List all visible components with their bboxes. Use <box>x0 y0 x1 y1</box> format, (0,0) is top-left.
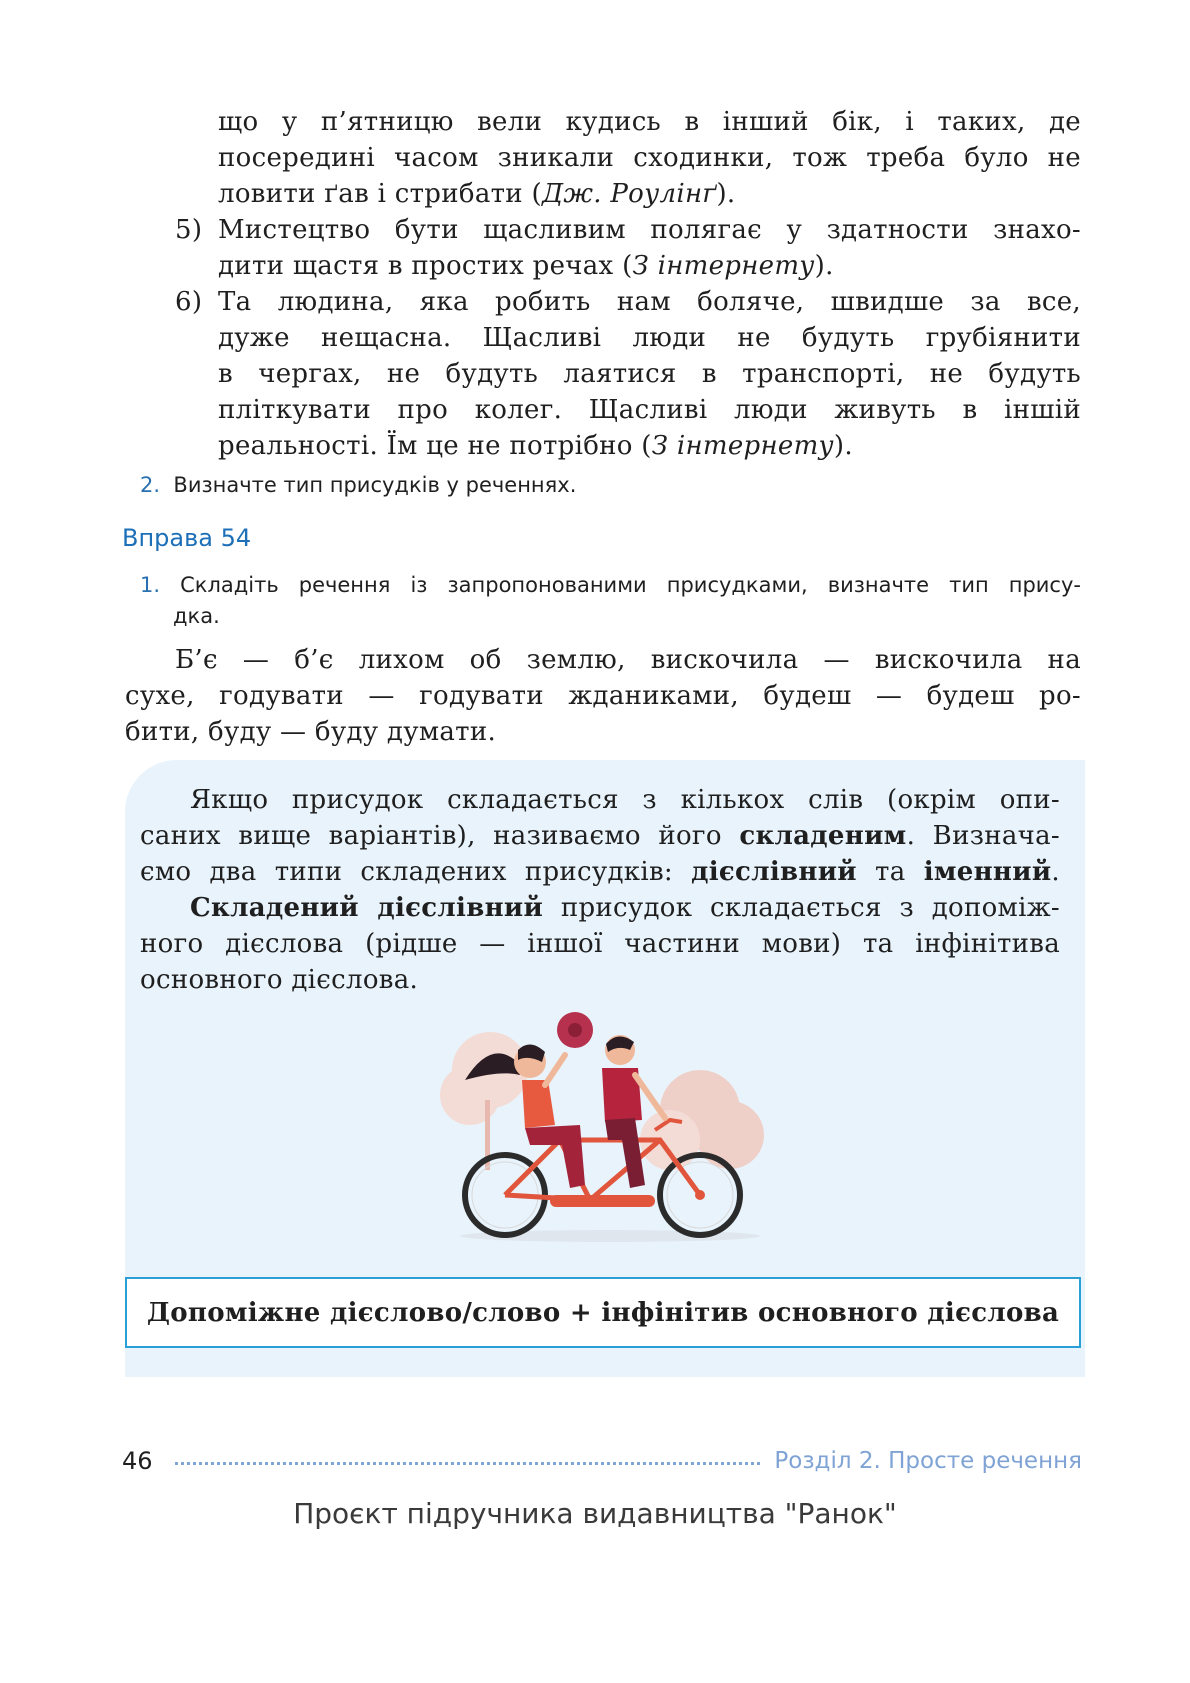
source-citation: З інтернету <box>651 431 834 461</box>
publisher-watermark: Проєкт підручника видавництва "Ранок" <box>293 1497 897 1530</box>
task-number: 1. <box>140 573 161 597</box>
item-4-continuation <box>218 104 1081 212</box>
text-line: Б’є — б’є лихом об землю, вискочила — вискочила на <box>175 645 1081 675</box>
hat <box>557 1012 593 1048</box>
task-2 <box>140 470 576 501</box>
term-compound-verbal: Складений дієслівний <box>190 893 544 923</box>
rule-line: ємо два типи складених присудків: дієслівний та іменний. <box>140 857 1060 887</box>
text-line: що у п’ятницю вели кудись в інший бік, і таких, де <box>218 107 1081 137</box>
footer-dotted-line <box>175 1462 760 1465</box>
rule-line: Складений дієслівний присудок складається з допоміж- <box>190 893 1060 923</box>
exercise-task-1 <box>140 570 1081 632</box>
source-citation: Дж. Роулінґ <box>541 179 717 209</box>
task-line: дка. <box>173 604 220 628</box>
text-line: дити щастя в простих речах (З інтернету). <box>218 251 834 281</box>
formula-box: Допоміжне дієслово/слово + інфінітив основного дієслова <box>125 1277 1081 1348</box>
text-line: в чергах, не будуть лаятися в транспорті, не будуть <box>218 359 1081 389</box>
text-line: ловити ґав і стрибати (Дж. Роулінґ). <box>218 179 736 209</box>
rule-line: ного дієслова (рідше — іншої частини мови) та інфінітива <box>140 929 1060 959</box>
list-item-5 <box>175 212 1081 284</box>
item-number: 5) <box>175 215 203 245</box>
term-verbal: дієслівний <box>691 857 857 887</box>
list-item-6 <box>175 284 1081 464</box>
text-line: Мистецтво бути щасливим полягає у здатности знахо- <box>218 215 1081 245</box>
rule-line: саних вище варіантів), називаємо його складеним. Визнача- <box>140 821 1060 851</box>
text-line: посередині часом зникали сходинки, тож треба було не <box>218 143 1081 173</box>
item-number: 6) <box>175 287 203 317</box>
text-line: Та людина, яка робить нам боляче, швидше за все, <box>218 287 1081 317</box>
source-citation: З інтернету <box>632 251 815 281</box>
text-line: дуже нещасна. Щасливі люди не будуть грубіянити <box>218 323 1081 353</box>
task-line: 1. Складіть речення із запропонованими присудками, визначте тип прису- <box>140 573 1081 597</box>
rule-line: Якщо присудок складається з кількох слів (окрім опи- <box>190 785 1060 815</box>
text-line: пліткувати про колег. Щасливі люди живуть в іншій <box>218 395 1081 425</box>
exercise-sentences <box>125 642 1081 750</box>
rule-text <box>140 782 1060 998</box>
rule-line: основного дієслова. <box>140 965 419 995</box>
term-compound: складеним <box>739 821 907 851</box>
text-line: бити, буду — буду думати. <box>125 717 497 747</box>
term-nominal: іменний <box>923 857 1052 887</box>
tandem-bicycle-illustration <box>430 1000 790 1250</box>
text-line: сухе, годувати — годувати жданиками, будеш — будеш ро- <box>125 681 1081 711</box>
section-title: Розділ 2. Просте речення <box>774 1448 1082 1474</box>
page-number: 46 <box>122 1447 153 1475</box>
task-text: Визначте тип присудків у реченнях. <box>173 473 577 497</box>
exercise-title: Вправа 54 <box>122 524 252 552</box>
text-line: реальності. Їм це не потрібно (З інтернету). <box>218 431 853 461</box>
task-number: 2. <box>140 473 161 497</box>
